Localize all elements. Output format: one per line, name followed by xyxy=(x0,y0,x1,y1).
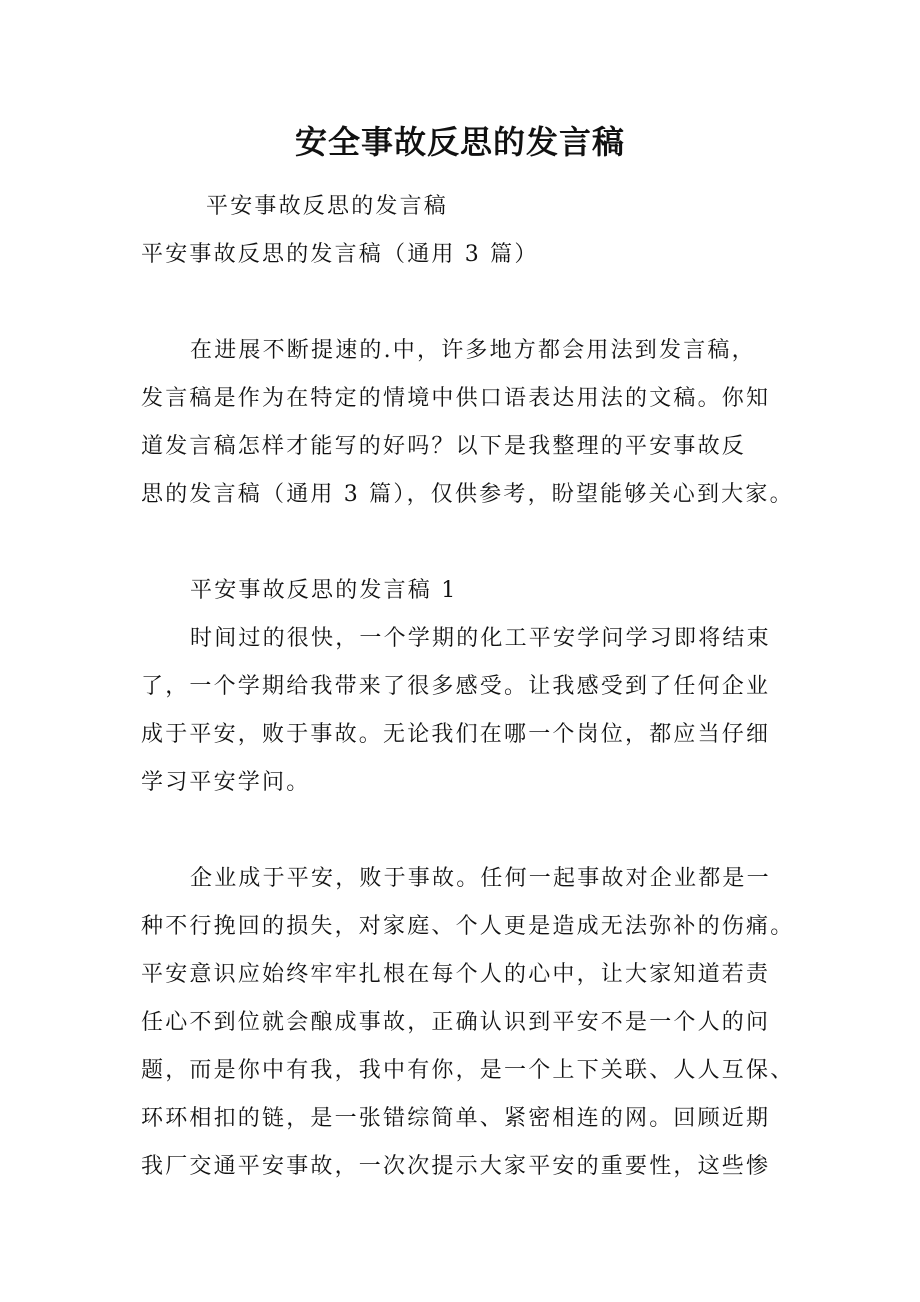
paragraph-line: 成于平安，败于事故。无论我们在哪一个岗位，都应当仔细 xyxy=(141,722,771,747)
document-subtitle: 平安事故反思的发言稿 xyxy=(206,194,449,219)
intro-line: 发言稿是作为在特定的情境中供口语表达用法的文稿。你知 xyxy=(141,386,771,411)
paragraph-line: 我厂交通平安事故，一次次提示大家平安的重要性，这些惨 xyxy=(141,1154,771,1179)
intro-line: 道发言稿怎样才能写的好吗？以下是我整理的平安事故反 xyxy=(141,434,747,459)
intro-line: 在进展不断提速的.中，许多地方都会用法到发言稿， xyxy=(190,338,756,363)
paragraph-line: 时间过的很快，一个学期的化工平安学问学习即将结束 xyxy=(190,626,771,651)
paragraph-line: 学习平安学问。 xyxy=(141,770,311,795)
paragraph-line: 企业成于平安，败于事故。任何一起事故对企业都是一 xyxy=(190,866,771,891)
paragraph-line: 题，而是你中有我，我中有你，是一个上下关联、人人互保、 xyxy=(141,1058,795,1083)
intro-line: 思的发言稿（通用 3 篇），仅供参考，盼望能够关心到大家。 xyxy=(141,482,794,507)
paragraph-line: 了，一个学期给我带来了很多感受。让我感受到了任何企业 xyxy=(141,674,771,699)
paragraph-line: 环环相扣的链，是一张错综简单、紧密相连的网。回顾近期 xyxy=(141,1106,771,1131)
document-title: 安全事故反思的发言稿 xyxy=(294,123,625,161)
paragraph-line: 任心不到位就会酿成事故，正确认识到平安不是一个人的问 xyxy=(141,1010,771,1035)
paragraph-line: 平安意识应始终牢牢扎根在每个人的心中，让大家知道若责 xyxy=(141,962,771,987)
document-subtitle-full: 平安事故反思的发言稿（通用 3 篇） xyxy=(141,242,539,267)
paragraph-line: 种不行挽回的损失，对家庭、个人更是造成无法弥补的伤痛。 xyxy=(141,914,795,939)
section-heading: 平安事故反思的发言稿 1 xyxy=(190,578,458,603)
